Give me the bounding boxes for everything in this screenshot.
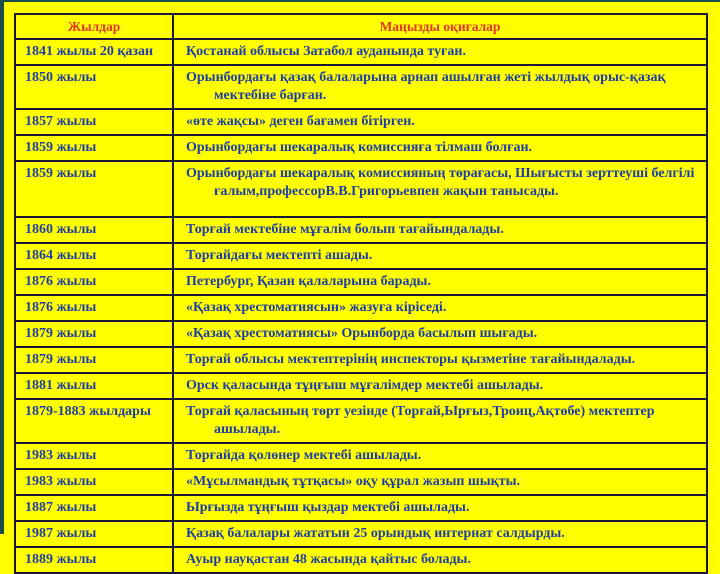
year-cell: 1983 жылы — [15, 443, 173, 469]
year-cell: 1857 жылы — [15, 109, 173, 135]
event-cell: «Қазақ хрестоматиясын» жазуға кіріседі. — [173, 295, 707, 321]
year-cell: 1889 жылы — [15, 547, 173, 573]
year-cell: 1887 жылы — [15, 495, 173, 521]
table-row — [15, 161, 707, 217]
table-row — [15, 547, 707, 573]
year-cell: 1881 жылы — [15, 373, 173, 399]
year-cell: 1859 жылы — [15, 135, 173, 161]
event-cell: Торғайда қолөнер мектебі ашылады. — [173, 443, 707, 469]
header-row — [15, 14, 707, 39]
slide-edge-top — [0, 0, 720, 2]
year-cell: 1879-1883 жылдары — [15, 399, 173, 443]
table-row — [15, 217, 707, 243]
year-cell: 1876 жылы — [15, 295, 173, 321]
table-row — [15, 39, 707, 65]
year-cell: 1859 жылы — [15, 161, 173, 217]
year-cell: 1983 жылы — [15, 469, 173, 495]
event-cell: Петербург, Қазан қалаларына барады. — [173, 269, 707, 295]
table-row — [15, 521, 707, 547]
event-cell: Қазақ балалары жататын 25 орындық интернат салдырды. — [173, 521, 707, 547]
event-cell: Ауыр науқастан 48 жасында қайтыс болады. — [173, 547, 707, 573]
year-cell: 1864 жылы — [15, 243, 173, 269]
table-row — [15, 495, 707, 521]
table-row — [15, 295, 707, 321]
year-cell: 1850 жылы — [15, 65, 173, 109]
table-row — [15, 443, 707, 469]
event-cell: Орынбордағы қазақ балаларына арнап ашылған жеті жылдық орыс-қазақ мектебіне барған. — [173, 65, 707, 109]
table-row — [15, 269, 707, 295]
table-row — [15, 399, 707, 443]
table-row — [15, 321, 707, 347]
year-cell: 1876 жылы — [15, 269, 173, 295]
table-row — [15, 243, 707, 269]
event-cell: Орынбордағы шекаралық комиссияның төрағасы, Шығысты зерттеуші белгілі ғалым,профессорВ.В.Григорьевпен жақын танысады. — [173, 161, 707, 217]
table-row — [15, 135, 707, 161]
event-cell: Торғай қаласының төрт уезінде (Торғай,Ырғыз,Троиц,Ақтөбе) мектептер ашылады. — [173, 399, 707, 443]
slide-edge-left — [0, 0, 4, 534]
event-cell: Ырғызда тұңғыш қыздар мектебі ашылады. — [173, 495, 707, 521]
event-cell: Орск қаласында тұңғыш мұғалімдер мектебі ашылады. — [173, 373, 707, 399]
event-cell: Қостанай облысы Затабол ауданында туған. — [173, 39, 707, 65]
timeline-table — [14, 13, 708, 574]
table-body — [15, 39, 707, 573]
year-cell: 1879 жылы — [15, 347, 173, 373]
event-cell: Торғайдағы мектепті ашады. — [173, 243, 707, 269]
table-row — [15, 109, 707, 135]
table-row — [15, 347, 707, 373]
event-cell: «Қазақ хрестоматиясы» Орынборда басылып шығады. — [173, 321, 707, 347]
event-cell: Торғай облысы мектептерінің инспекторы қызметіне тағайындалады. — [173, 347, 707, 373]
year-cell: 1860 жылы — [15, 217, 173, 243]
table-row — [15, 373, 707, 399]
header-events: Маңызды оқиғалар — [173, 14, 707, 39]
event-cell: «өте жақсы» деген бағамен бітірген. — [173, 109, 707, 135]
header-years: Жылдар — [15, 14, 173, 39]
event-cell: Торғай мектебіне мұғалім болып тағайындалады. — [173, 217, 707, 243]
event-cell: «Мұсылмандық тұтқасы» оқу құрал жазып шықты. — [173, 469, 707, 495]
year-cell: 1841 жылы 20 қазан — [15, 39, 173, 65]
table-row — [15, 65, 707, 109]
event-cell: Орынбордағы шекаралық комиссияға тілмаш болған. — [173, 135, 707, 161]
year-cell: 1987 жылы — [15, 521, 173, 547]
table-row — [15, 469, 707, 495]
year-cell: 1879 жылы — [15, 321, 173, 347]
